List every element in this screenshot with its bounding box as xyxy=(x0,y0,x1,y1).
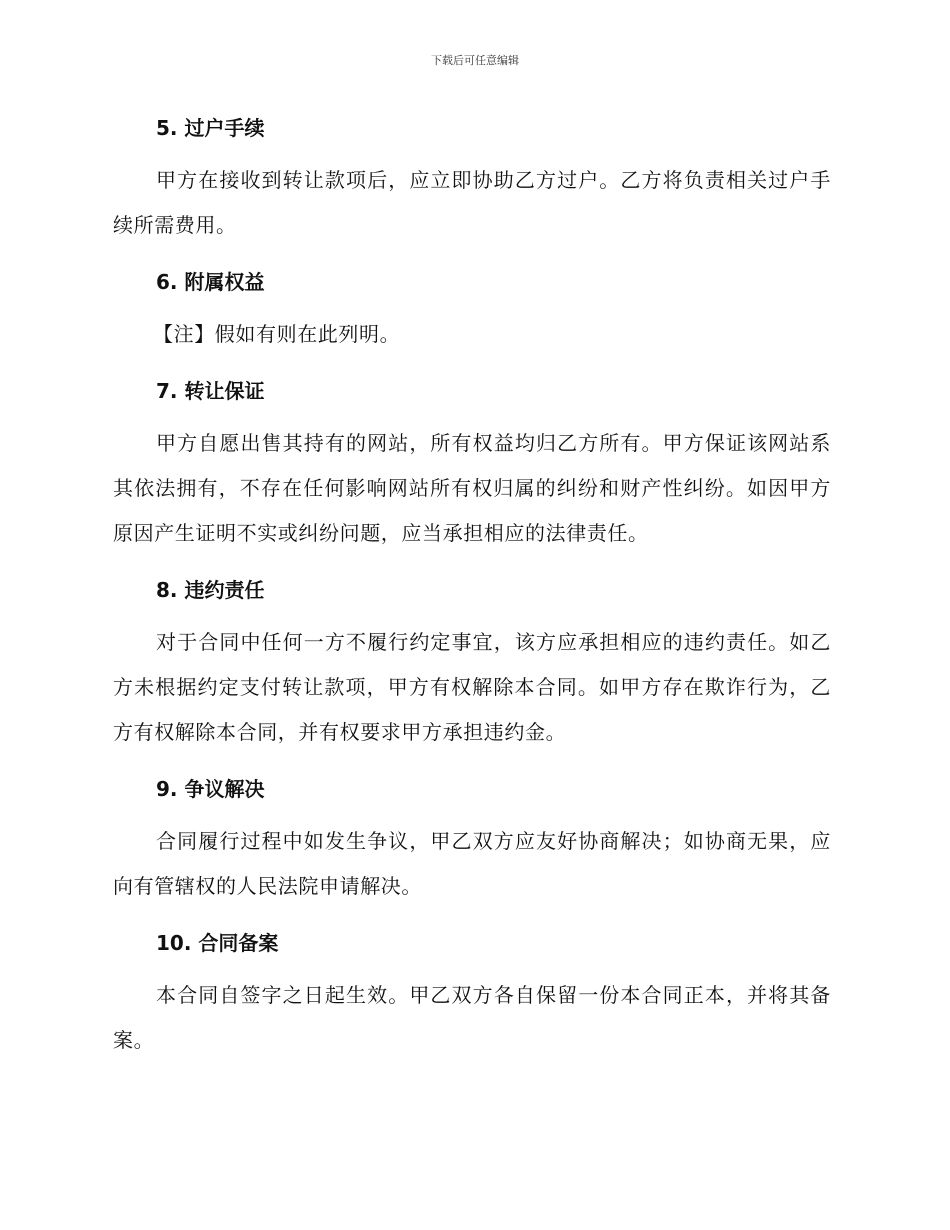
document-body xyxy=(113,108,831,1077)
section-heading: 7. 转让保证 xyxy=(156,379,265,403)
section-paragraph: 合同履行过程中如发生争议，甲乙双方应友好协商解决；如协商无果，应向有管辖权的人民法院申请解决。 xyxy=(113,829,831,898)
section-ancillary-rights xyxy=(113,262,831,357)
section-breach-liability xyxy=(113,570,831,755)
section-transfer-procedure xyxy=(113,108,831,248)
section-paragraph: 【注】假如有则在此列明。 xyxy=(153,322,401,346)
section-heading: 9. 争议解决 xyxy=(156,777,265,801)
section-contract-filing xyxy=(113,923,831,1063)
section-dispute-resolution xyxy=(113,769,831,909)
page-header: 下载后可任意编辑 xyxy=(431,54,519,67)
section-paragraph: 本合同自签字之日起生效。甲乙双方各自保留一份本合同正本，并将其备案。 xyxy=(113,983,831,1052)
section-heading: 5. 过户手续 xyxy=(156,116,265,140)
section-paragraph: 甲方自愿出售其持有的网站，所有权益均归乙方所有。甲方保证该网站系其依法拥有，不存在任何影响网站所有权归属的纠纷和财产性纠纷。如因甲方原因产生证明不实或纠纷问题，应当承担相应的法律责任。 xyxy=(113,431,831,545)
section-paragraph: 对于合同中任何一方不履行约定事宜，该方应承担相应的违约责任。如乙方未根据约定支付转让款项，甲方有权解除本合同。如甲方存在欺诈行为，乙方有权解除本合同，并有权要求甲方承担违约金。 xyxy=(113,630,831,744)
section-heading: 10. 合同备案 xyxy=(156,931,279,955)
section-transfer-guarantee xyxy=(113,371,831,556)
section-heading: 8. 违约责任 xyxy=(156,578,265,602)
section-paragraph: 甲方在接收到转让款项后，应立即协助乙方过户。乙方将负责相关过户手续所需费用。 xyxy=(113,168,831,237)
section-heading: 6. 附属权益 xyxy=(156,270,265,294)
